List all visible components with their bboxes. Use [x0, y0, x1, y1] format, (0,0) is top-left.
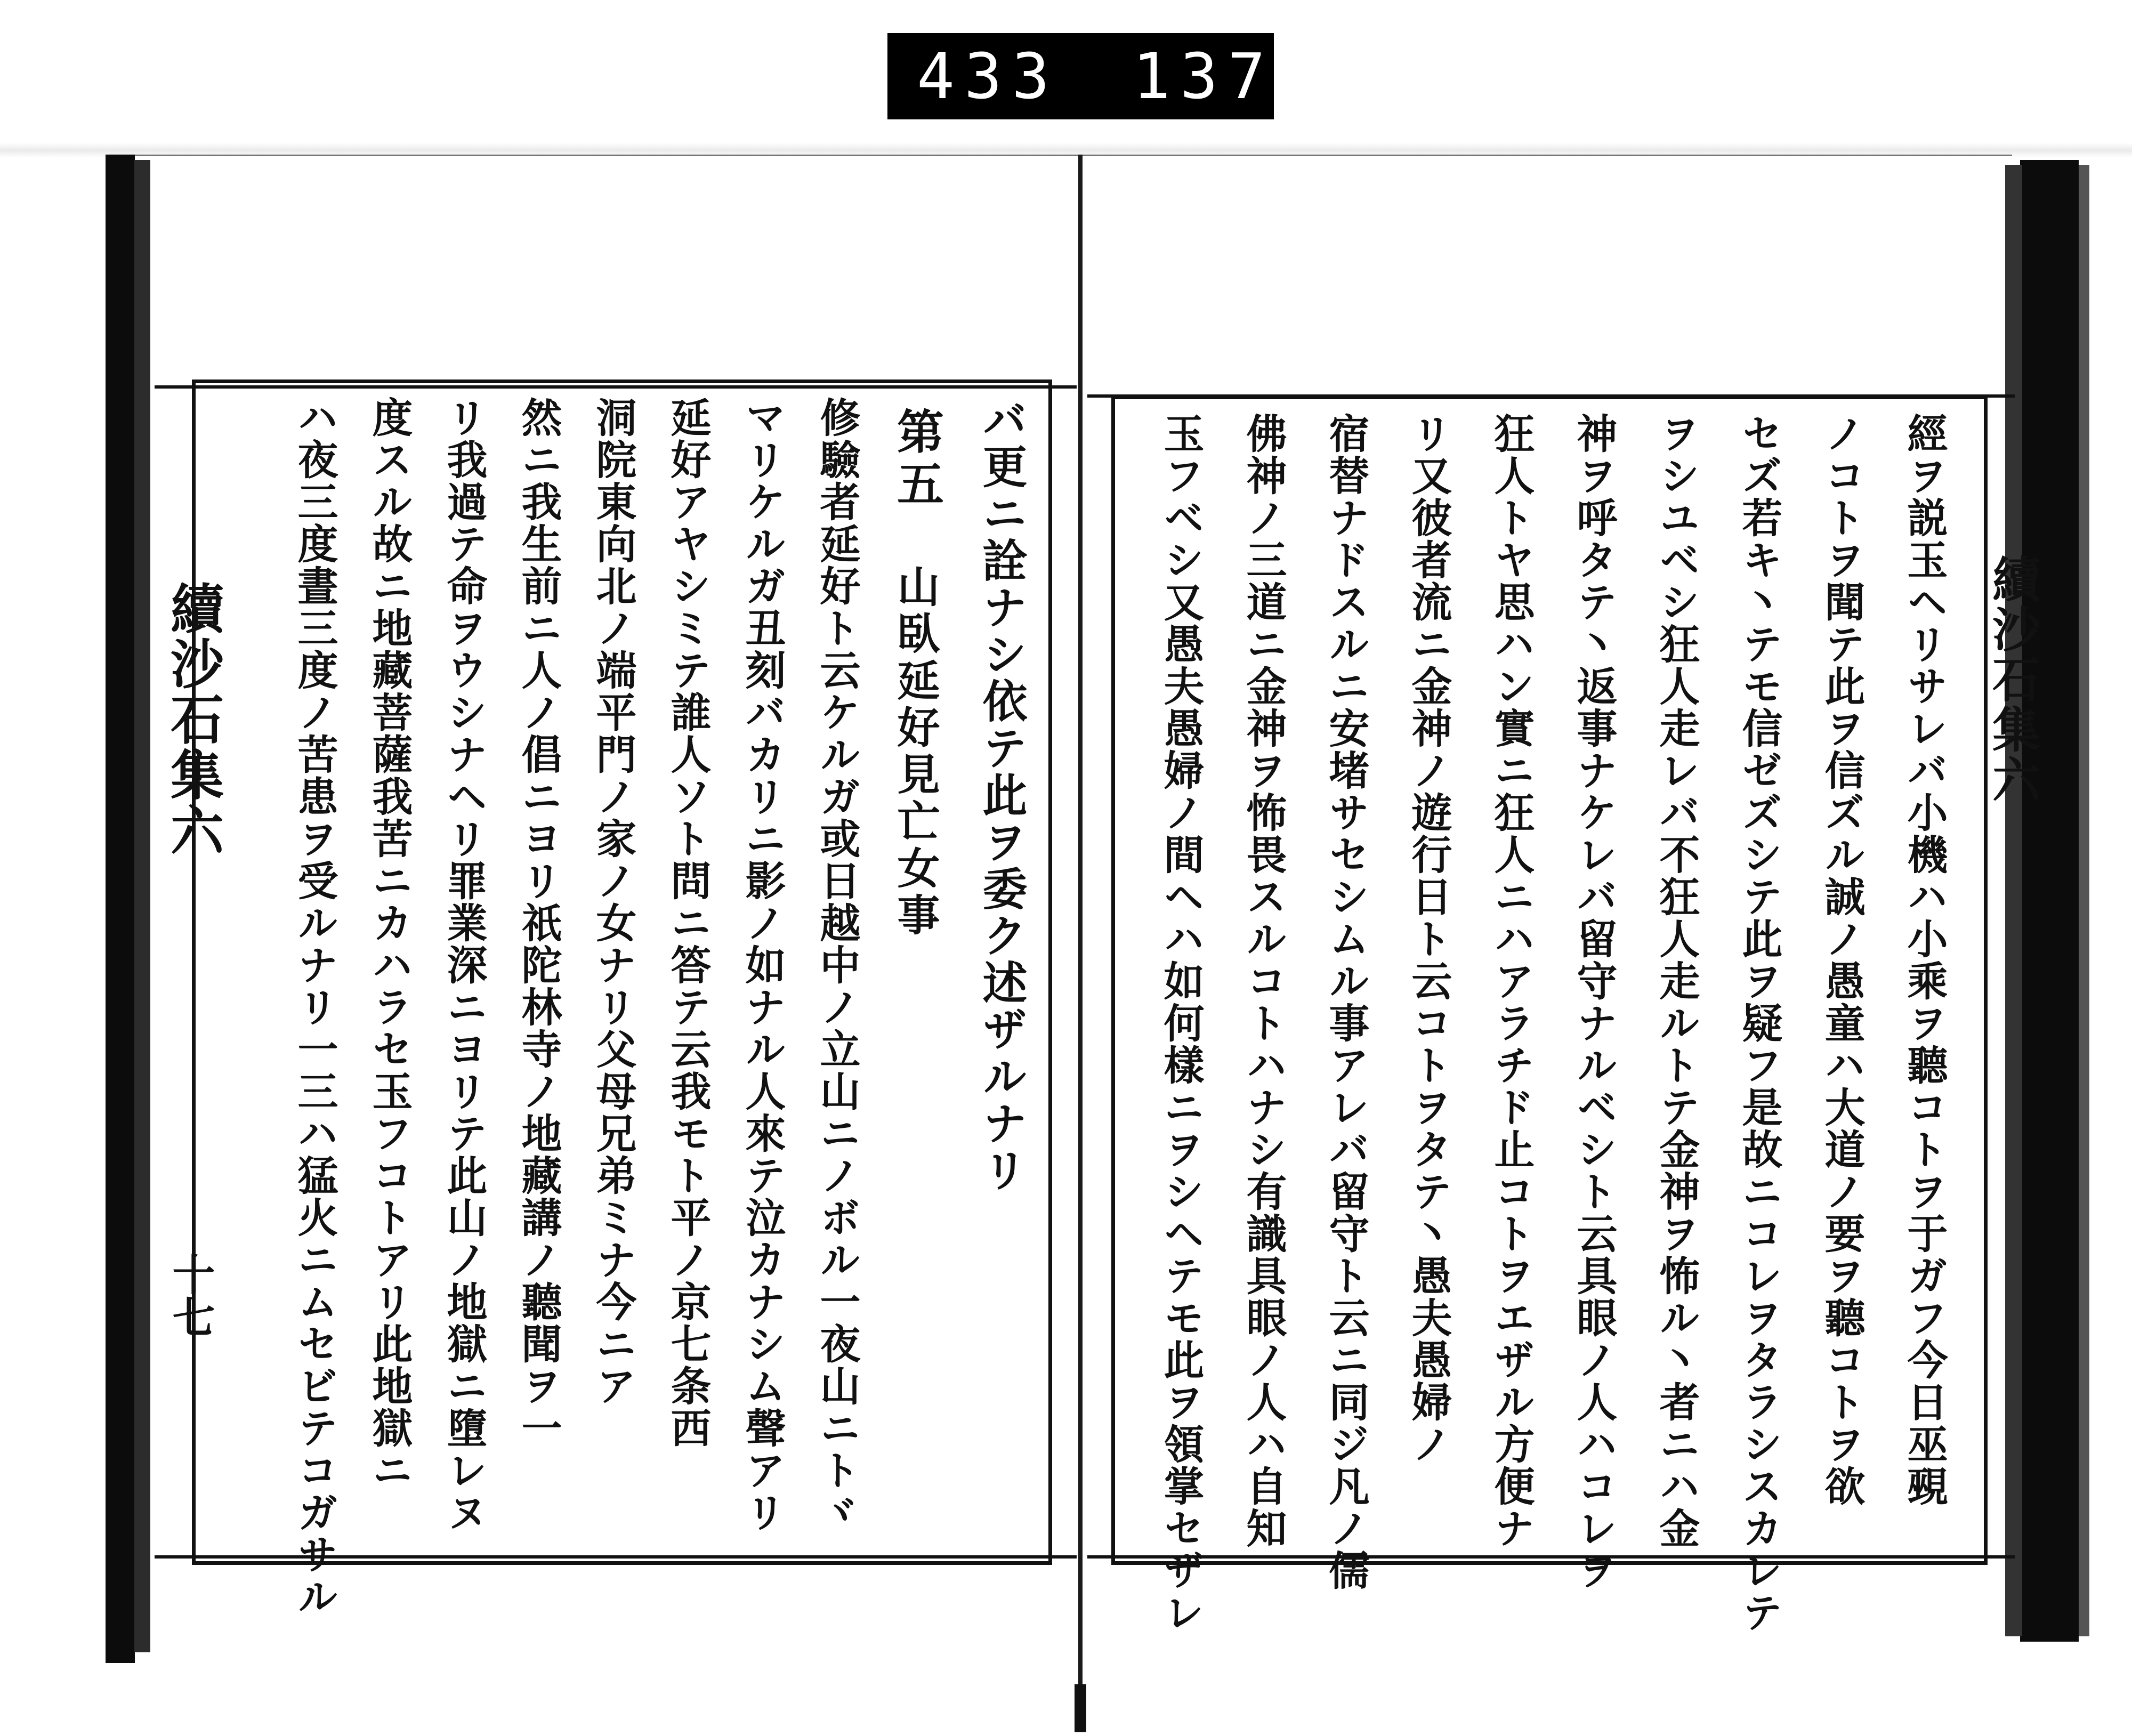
book-gutter [1078, 155, 1083, 1695]
text-column: ノコトヲ聞テ此ヲ信ズル誠ノ愚童ハ大道ノ要ヲ聽コトヲ欲 [1818, 413, 1866, 1507]
text-column: ヲシユベシ狂人走レバ不狂人走ルトテ金神ヲ怖ル丶者ニハ金 [1653, 413, 1700, 1549]
right-text-frame [1111, 395, 1988, 1634]
left-folio-number: 十七 [165, 1253, 215, 1338]
text-column: 宿替ナドスルニ安堵サセシムル事アレバ留守ト云ニ同ジ凡ノ儒 [1322, 413, 1370, 1592]
right-page-edge-outer [2079, 165, 2089, 1636]
text-column: バ更ニ詮ナシ依テ此ヲ委ク述ザルナリ [975, 397, 1028, 1194]
text-column: 度スル故ニ地藏菩薩我苦ニカハラセ玉フコトアリ此地獄ニ [366, 397, 413, 1491]
text-column: 經ヲ説玉ヘリサレバ小機ハ小乘ヲ聽コトヲ于ガフ今日巫覡 [1901, 413, 1948, 1507]
left-text-frame [192, 380, 1052, 1618]
left-page-edge [106, 155, 135, 1663]
shelf-label-right: 137. [1133, 39, 1323, 113]
text-column: セズ若キ丶テモ信ゼズシテ此ヲ疑フ是故ニコレヲタラシスカレテ [1735, 413, 1783, 1634]
text-column: マリケルガ丑刻バカリニ影ノ如ナル人來テ泣カナシム聲アリ [739, 397, 786, 1533]
text-column: リ又彼者流ニ金神ノ遊行日ト云コトヲタテ丶愚夫愚婦ノ [1405, 413, 1452, 1465]
right-page-edge [2020, 160, 2079, 1642]
right-page-edge-inner [2005, 165, 2022, 1636]
text-column: リ我過テ命ヲウシナヘリ罪業深ニヨリテ此山ノ地獄ニ墮レヌ [440, 397, 488, 1533]
text-column: 修驗者延好ト云ケルガ或日越中ノ立山ニノボル一夜山ニトヾ [813, 397, 861, 1533]
text-column: 佛神ノ三道ニ金神ヲ怖畏スルコトハナシ有識具眼ノ人ハ自知 [1240, 413, 1287, 1549]
text-column: ハ夜三度晝三度ノ苦患ヲ受ルナリ一三ハ猛火ニムセビテコガサル [291, 397, 338, 1618]
text-column: 狂人トヤ思ハン實ニ狂人ニハアラチド止コトヲエザル方便ナ [1488, 413, 1535, 1549]
section-title: 山臥延好見亡女事 [890, 564, 940, 940]
text-column: 洞院東向北ノ端平門ノ家ノ女ナリ父母兄弟ミナ今ニア [589, 397, 637, 1407]
shelf-label [887, 33, 1323, 119]
text-column: 然ニ我生前ニ人ノ倡ニヨリ祇陀林寺ノ地藏講ノ聽聞ヲ一 [515, 397, 562, 1449]
text-column: 玉フベシ又愚夫愚婦ノ間ヘハ如何樣ニヲシヘテモ此ヲ領掌セザレ [1157, 413, 1205, 1634]
section-heading: 第五 [890, 407, 945, 512]
left-page-edge-inner [134, 160, 150, 1652]
shelf-label-left: 433 [917, 39, 1060, 113]
text-column: 神ヲ呼タテ丶返事ナケレバ留守ナルベシト云具眼ノ人ハコレヲ [1570, 413, 1618, 1592]
right-margin-title: 續沙石集六 [1984, 554, 2040, 805]
text-column: 延好アヤシミテ誰人ソト問ニ答テ云我モト平ノ京七条西 [664, 397, 712, 1449]
book-gutter-foot [1075, 1684, 1086, 1732]
left-margin-title: 續沙石集六 [161, 581, 224, 858]
